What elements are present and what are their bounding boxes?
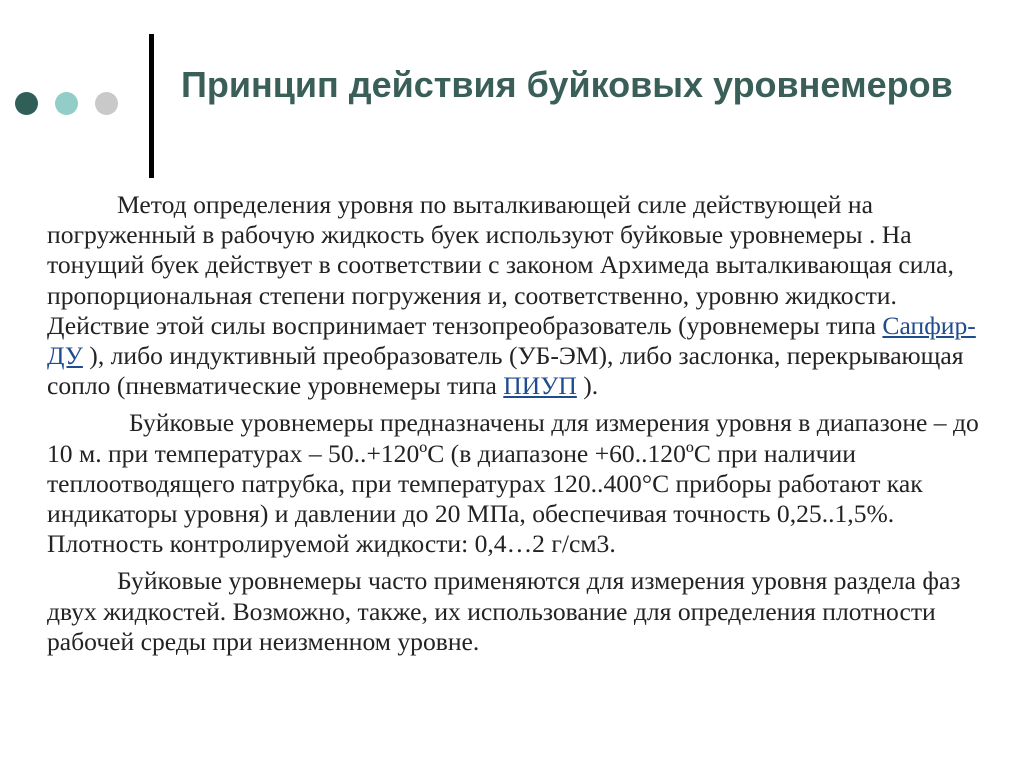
slide-title: Принцип действия буйковых уровнемеров — [181, 64, 953, 105]
piup-link[interactable]: ПИУП — [503, 371, 577, 401]
dark-teal-dot — [15, 92, 38, 115]
decorative-dots — [15, 92, 118, 115]
paragraph-method-text-a: Метод определения уровня по выталкивающей силе действующей на погруженный в рабочую жидкость буек используют буйковые уровнемеры . На тонущий буек действует в соответствии с законом Архимеда выталкивающая сила, пропорциональная степени погружения и, соответственно, уровню жидкости. Действие этой силы воспринимает тензопреобразователь (уровнемеры типа — [47, 190, 954, 340]
slide-body — [47, 190, 995, 664]
title-divider-bar — [149, 34, 154, 178]
sapfir-du-link[interactable]: Сапфир-ДУ — [47, 310, 976, 371]
light-teal-dot — [55, 92, 78, 115]
paragraph-method — [47, 190, 995, 401]
gray-dot — [95, 92, 118, 115]
paragraph-method-text-b: ), либо индуктивный преобразователь (УБ-ЭМ), либо заслонка, перекрывающая сопло (пневматические уровнемеры типа — [47, 341, 964, 401]
paragraph-applications: Буйковые уровнемеры часто применяются для измерения уровня раздела фаз двух жидкостей. Возможно, также, их использование для определения плотности рабочей среды при неизменном уровне. — [47, 566, 961, 656]
paragraph-method-text-c: ). — [576, 371, 599, 401]
paragraph-specs: Буйковые уровнемеры предназначены для измерения уровня в диапазоне – до 10 м. при температурах – 50..+120ºС (в диапазоне +60..120ºС при наличии теплоотводящего патрубка, при температурах 120..400°С приборы работают как индикаторы уровня) и давлении до 20 МПа, обеспечивая точность 0,25..1,5%. Плотность контролируемой жидкости: 0,4…2 г/см3. — [47, 408, 979, 559]
